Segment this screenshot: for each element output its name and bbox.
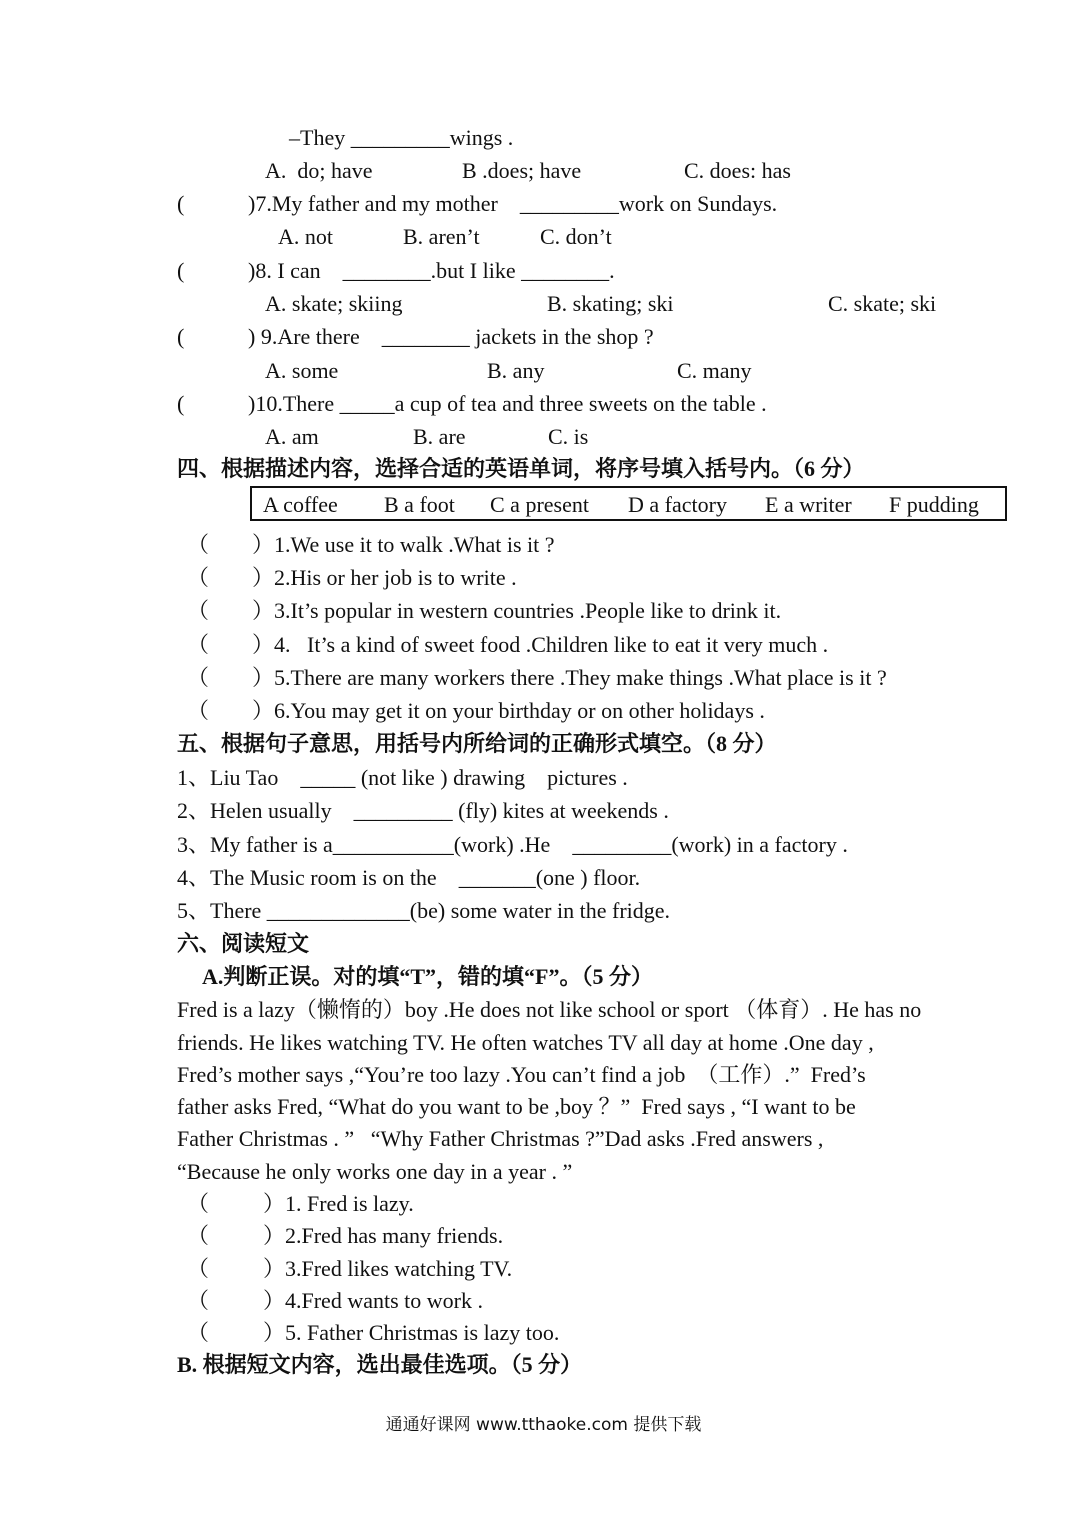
s4-open-bracket: （ <box>187 598 210 623</box>
q8-open-bracket: ( <box>177 258 185 283</box>
q6-answer-line: –They _________wings . <box>289 125 514 150</box>
q10-option-c: C. is <box>548 424 589 449</box>
tf-open-bracket: （ <box>187 1256 210 1281</box>
passage-line-5: Father Christmas . ” “Why Father Christmas ?”Dad asks .Fred answers , <box>177 1126 824 1151</box>
s5-item-5: 5、There _____________(be) some water in the fridge. <box>177 898 671 923</box>
q10-option-b: B. are <box>413 424 466 449</box>
s4-open-bracket: （ <box>187 698 210 723</box>
tf-open-bracket: （ <box>187 1288 210 1313</box>
s4-item-1: ）1.We use it to walk .What is it ? <box>252 532 555 557</box>
tf-item-5: ）5. Father Christmas is lazy too. <box>263 1320 560 1345</box>
s5-item-3: 3、My father is a___________(work) .He _________(work) in a factory . <box>177 832 848 857</box>
q7-option-c: C. don’t <box>540 224 612 249</box>
q9-option-a: A. some <box>265 358 339 383</box>
word-bank-item: A coffee <box>263 492 338 517</box>
s5-item-4: 4、The Music room is on the _______(one ) floor. <box>177 865 641 890</box>
q10-option-a: A. am <box>265 424 319 449</box>
q7-option-b: B. aren’t <box>403 224 480 249</box>
q9-option-b: B. any <box>487 358 545 383</box>
word-bank-item: C a present <box>490 492 589 517</box>
q8-option-c: C. skate; ski <box>828 291 937 316</box>
passage-line-4: father asks Fred, “What do you want to be ,boy ？” Fred says , “I want to be <box>177 1094 856 1119</box>
q9-open-bracket: ( <box>177 324 185 349</box>
tf-item-2: ）2.Fred has many friends. <box>263 1223 504 1248</box>
tf-open-bracket: （ <box>187 1320 210 1345</box>
s4-item-3: ）3.It’s popular in western countries .People like to drink it. <box>252 598 782 623</box>
tf-open-bracket: （ <box>187 1223 210 1248</box>
q8-stem: )8. I can ________.but I like ________. <box>248 258 615 283</box>
section6-heading: 六、阅读短文 <box>177 931 310 956</box>
passage-line-2: friends. He likes watching TV. He often watches TV all day at home .One day , <box>177 1030 874 1055</box>
s4-item-6: ）6.You may get it on your birthday or on other holidays . <box>252 698 765 723</box>
s4-item-2: ）2.His or her job is to write . <box>252 565 517 590</box>
passage-line-1: Fred is a lazy（懒惰的）boy .He does not like school or sport （体育）. He has no <box>177 997 922 1022</box>
q7-open-bracket: ( <box>177 191 185 216</box>
word-bank-box <box>250 486 1007 521</box>
q8-option-a: A. skate; skiing <box>265 291 403 316</box>
s4-open-bracket: （ <box>187 532 210 557</box>
section5-heading: 五、根据句子意思，用括号内所给词的正确形式填空。（8 分） <box>177 731 777 756</box>
q10-stem: )10.There _____a cup of tea and three sweets on the table . <box>248 391 767 416</box>
section4-heading: 四、根据描述内容，选择合适的英语单词，将序号填入括号内。（6 分） <box>177 456 865 481</box>
tf-item-3: ）3.Fred likes watching TV. <box>263 1256 513 1281</box>
q10-open-bracket: ( <box>177 391 185 416</box>
s4-open-bracket: （ <box>187 665 210 690</box>
passage-line-6: “Because he only works one day in a year . ” <box>177 1159 573 1184</box>
q9-option-c: C. many <box>677 358 752 383</box>
tf-item-4: ）4.Fred wants to work . <box>263 1288 483 1313</box>
word-bank-item: D a factory <box>628 492 727 517</box>
word-bank-item: E a writer <box>765 492 852 517</box>
q9-stem: ) 9.Are there ________ jackets in the shop ? <box>248 324 654 349</box>
tf-item-1: ）1. Fred is lazy. <box>263 1191 414 1216</box>
section6-partB-heading: B. 根据短文内容，选出最佳选项。（5 分） <box>177 1352 583 1377</box>
q6-option-b: B .does; have <box>462 158 582 183</box>
s5-item-2: 2、Helen usually _________ (fly) kites at weekends . <box>177 798 669 823</box>
section6-partA-heading: A.判断正误。对的填“T”，错的填“F”。（5 分） <box>202 964 654 989</box>
s4-item-4: ）4. It’s a kind of sweet food .Children like to eat it very much . <box>252 632 829 657</box>
q7-stem: )7.My father and my mother _________work on Sundays. <box>248 191 778 216</box>
q6-option-c: C. does: has <box>684 158 791 183</box>
q7-option-a: A. not <box>278 224 333 249</box>
s4-item-5: ）5.There are many workers there .They make things .What place is it ? <box>252 665 887 690</box>
word-bank-item: B a foot <box>384 492 455 517</box>
tf-open-bracket: （ <box>187 1191 210 1216</box>
s4-open-bracket: （ <box>187 565 210 590</box>
word-bank-item: F pudding <box>889 492 979 517</box>
q8-option-b: B. skating; ski <box>547 291 674 316</box>
q6-option-a: A. do; have <box>265 158 373 183</box>
passage-line-3: Fred’s mother says ,“You’re too lazy .You can’t find a job （工作）.” Fred’s <box>177 1062 866 1087</box>
s4-open-bracket: （ <box>187 632 210 657</box>
s5-item-1: 1、Liu Tao _____ (not like ) drawing pictures . <box>177 765 628 790</box>
page-footer: 通通好课网 www.tthaoke.com 提供下载 <box>385 1415 702 1435</box>
